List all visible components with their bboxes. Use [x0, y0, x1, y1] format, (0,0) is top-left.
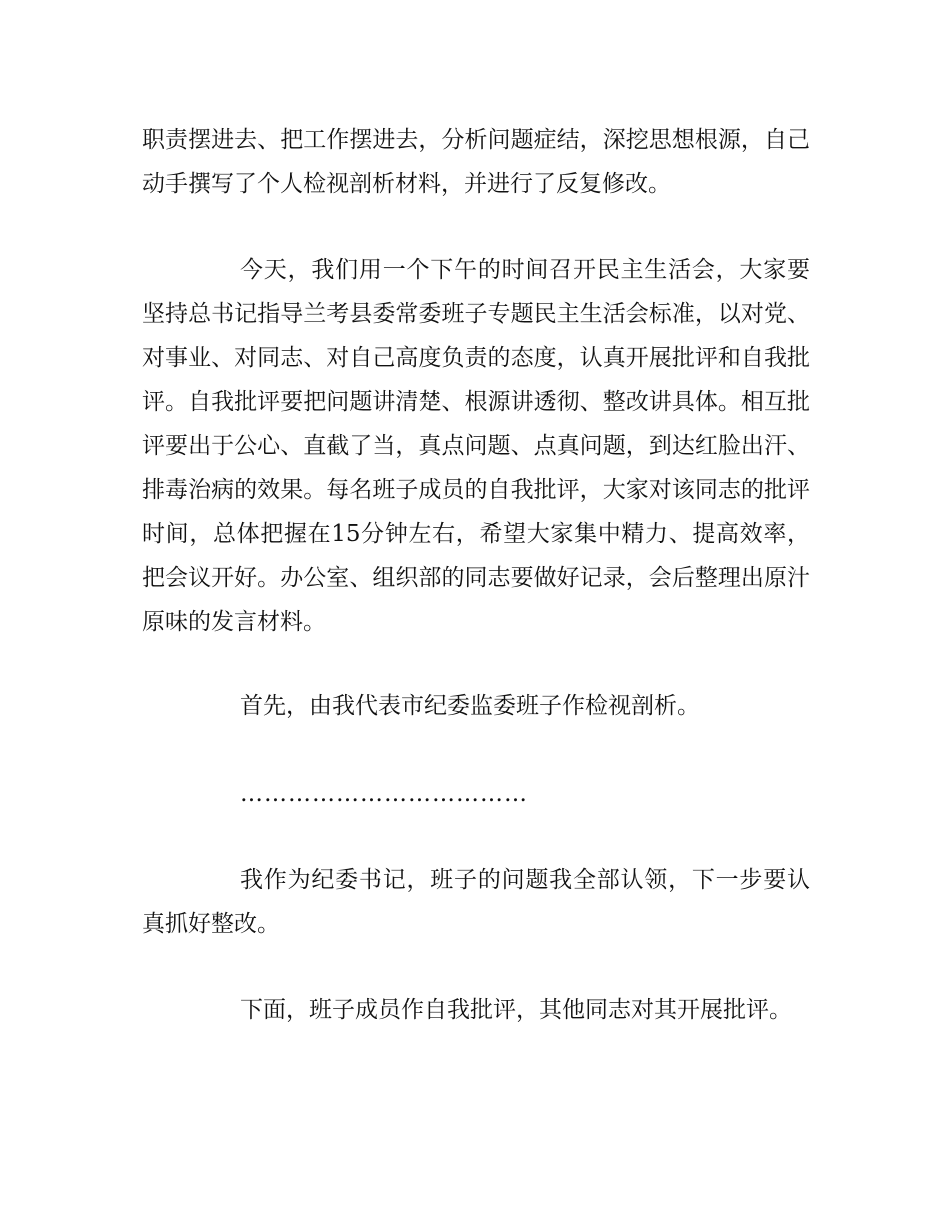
paragraph-next-step: 下面，班子成员作自我批评，其他同志对其开展批评。 — [240, 997, 792, 1023]
paragraph-meeting-requirements: 今天，我们用一个下午的时间召开民主生活会，大家要坚持总书记指导兰考县委常委班子专题民主生活会标准，以对党、对事业、对同志、对自己高度负责的态度，认真开展批评和自我批评。自我批评要把问题讲清楚、根源讲透彻、整改讲具体。相互批评要出于公心、直截了当，真点问题、点真问题，到达红脸出汗、排毒治病的效果。每名班子成员的自我批评，大家对该同志的批评时间，总体把握在15分钟左右，希望大家集中精力、提高效率，把会议开好。办公室、组织部的同志要做好记录，会后整理出原汁原味的发言材料。 — [142, 257, 810, 635]
paragraph-first-self-review: 首先，由我代表市纪委监委班子作检视剖析。 — [240, 693, 700, 719]
paragraph-secretary-statement: 我作为纪委书记，班子的问题我全部认领，下一步要认真抓好整改。 — [142, 867, 810, 937]
paragraph-continuation: 职责摆进去、把工作摆进去，分析问题症结，深挖思想根源，自己动手撰写了个人检视剖析材料，并进行了反复修改。 — [142, 127, 810, 197]
paragraph-ellipsis: ……………………………… — [240, 781, 528, 807]
